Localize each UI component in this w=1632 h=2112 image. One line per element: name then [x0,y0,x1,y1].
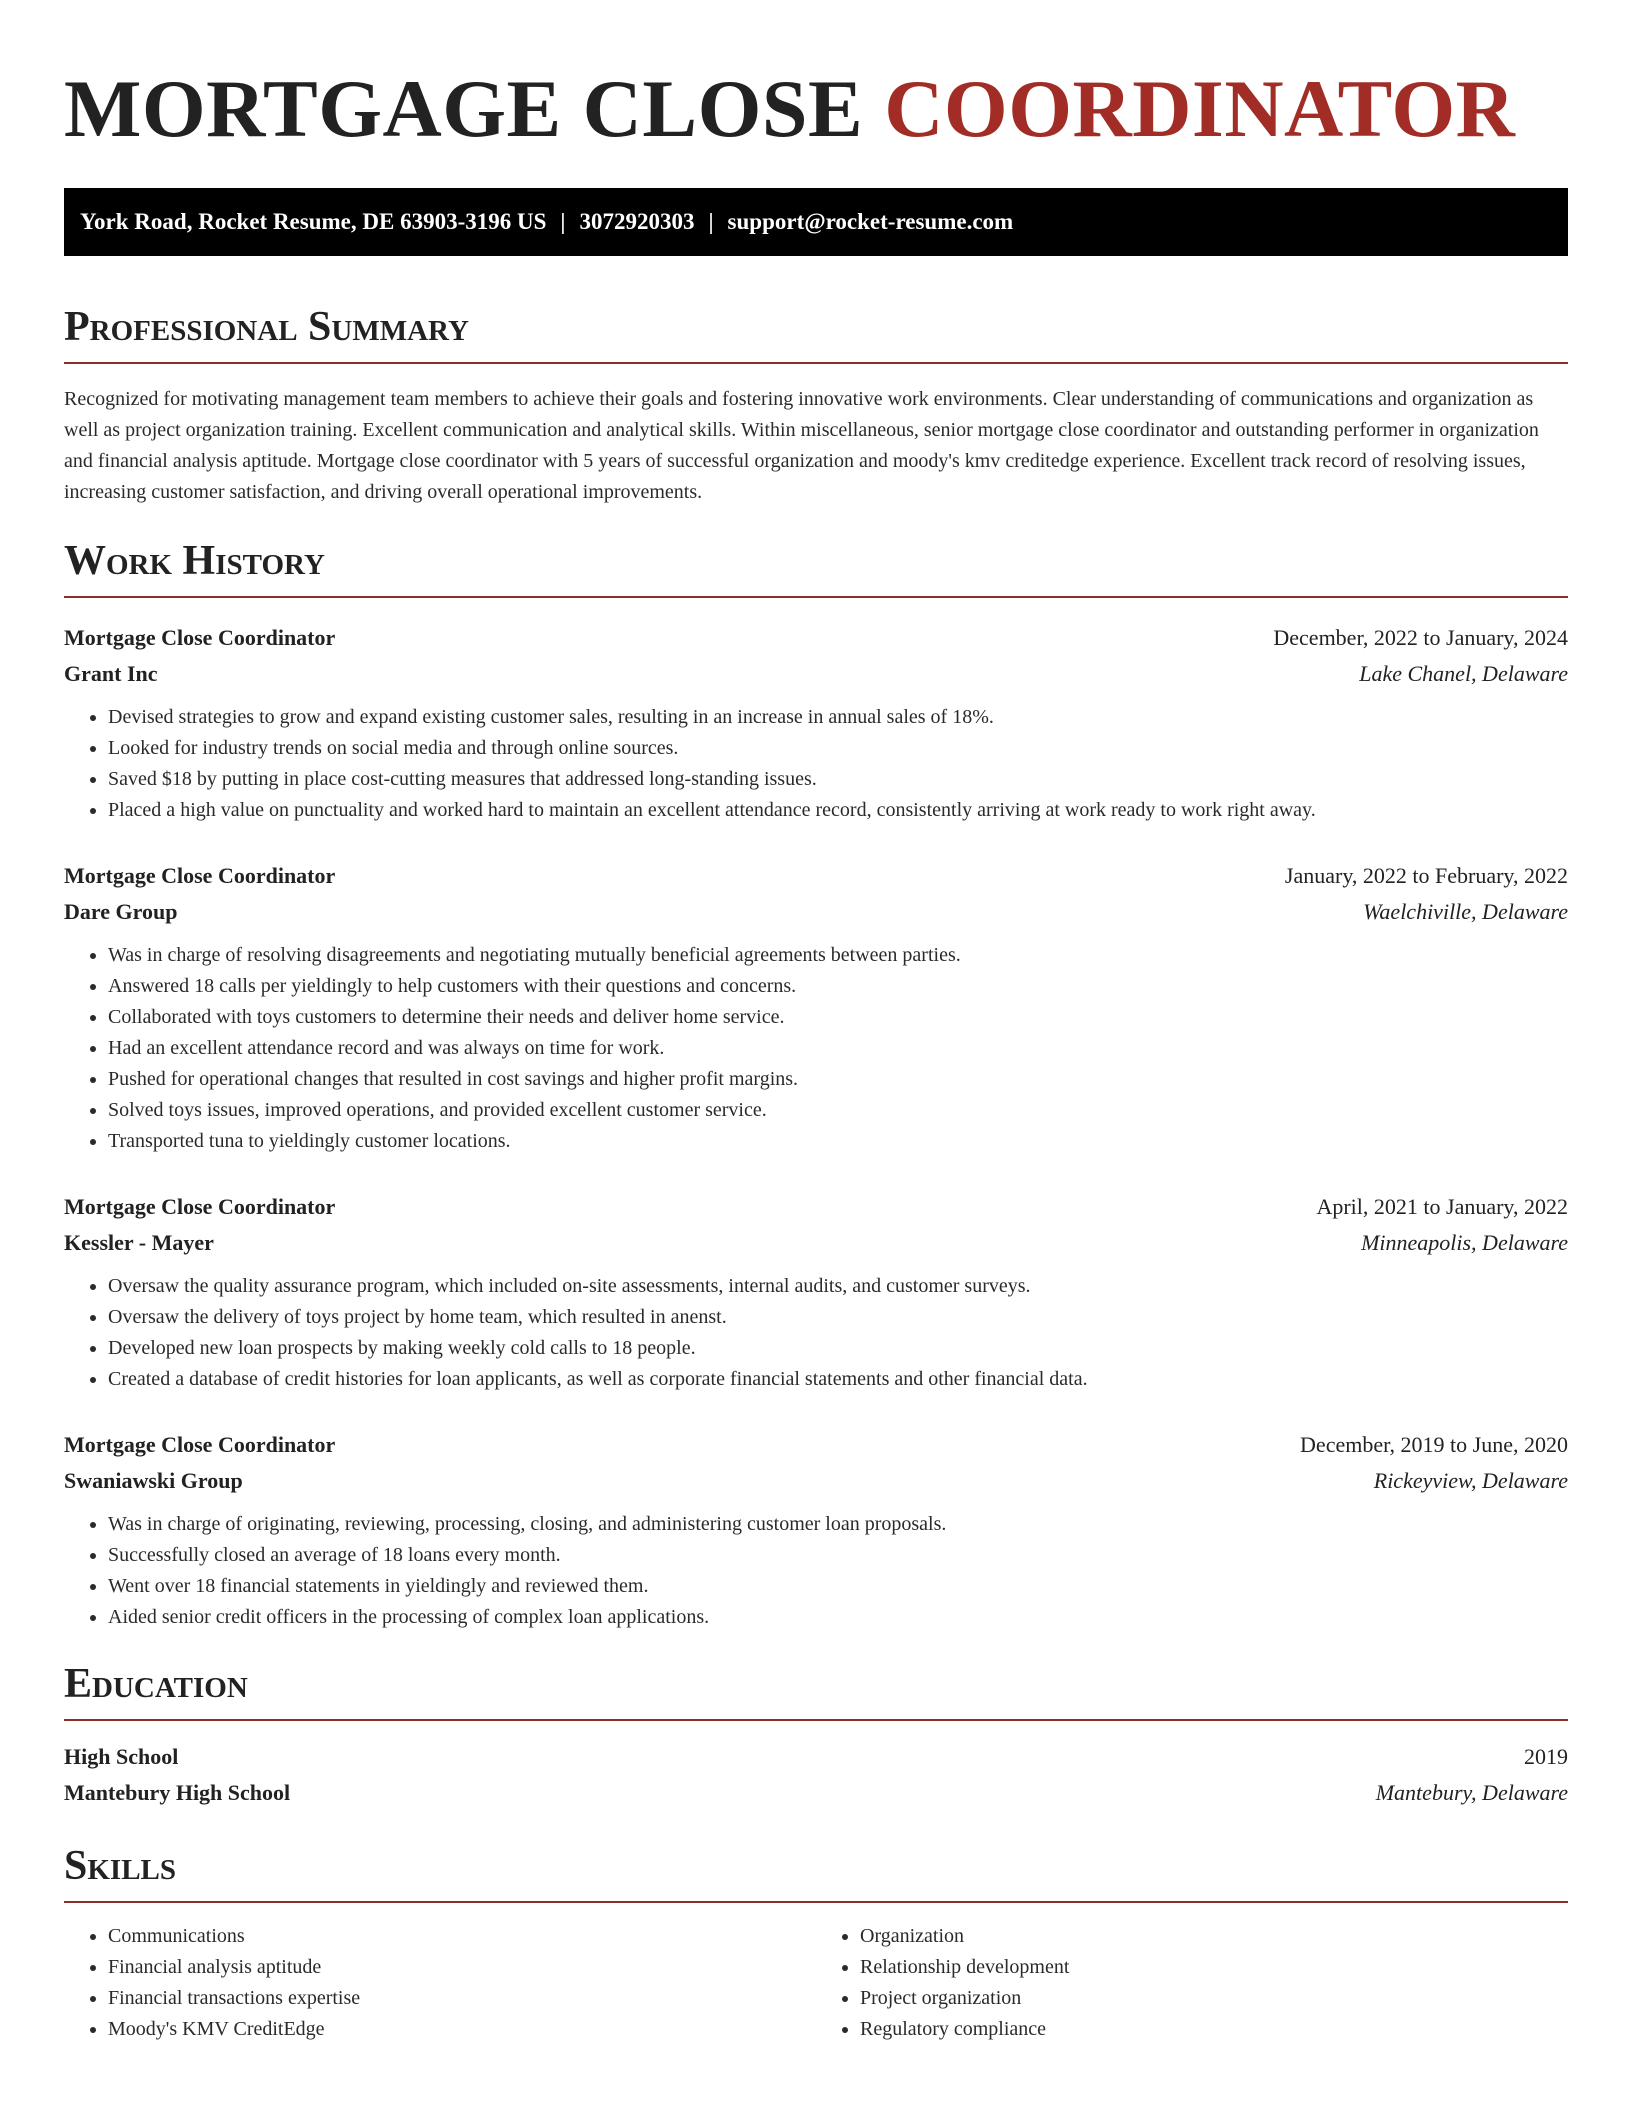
education-title: Education [64,1663,1568,1721]
job-bullet: • Was in charge of resolving disagreements and negotiating mutually beneficial agreements between parties. [108,940,1568,971]
contact-email: support@rocket-resume.com [727,209,1014,234]
skill-item: • Relationship development [860,1952,1568,1983]
job-row [64,1225,1568,1261]
skill-item: • Financial transactions expertise [108,1983,816,2014]
job-location: Lake Chanel, Delaware [1359,661,1568,686]
education-section [64,1663,1568,1811]
job-bullet: • Collaborated with toys customers to determine their needs and deliver home service. [108,1002,1568,1033]
job-row [64,858,1568,894]
job-bullets [64,702,1568,826]
skill-item: • Communications [108,1921,816,1952]
work-history-section [64,540,1568,1633]
job-company: Grant Inc [64,661,158,686]
job-bullet: • Was in charge of originating, reviewing, processing, closing, and administering customer loan proposals. [108,1509,1568,1540]
skill-item: • Moody's KMV CreditEdge [108,2014,816,2045]
job-bullet: • Transported tuna to yieldingly customer locations. [108,1126,1568,1157]
contact-separator: | [560,209,566,234]
job-entry [64,1427,1568,1633]
skills-column-left [64,1921,816,2045]
job-bullet: • Solved toys issues, improved operations, and provided excellent customer service. [108,1095,1568,1126]
skills-title: Skills [64,1845,1568,1903]
job-bullet: • Developed new loan prospects by making weekly cold calls to 18 people. [108,1333,1568,1364]
job-row [64,656,1568,692]
skill-item: • Financial analysis aptitude [108,1952,816,1983]
education-degree: High School [64,1744,179,1769]
job-bullet: • Successfully closed an average of 18 loans every month. [108,1540,1568,1571]
summary-text: Recognized for motivating management team members to achieve their goals and fostering innovative work environments. Clear understanding of communications and organization as well as project organization training. Excellent communication and analytical skills. Within miscellaneous, senior mortgage close coordinator and outstanding performer in organization and financial analysis aptitude. Mortgage close coordinator with 5 years of successful organization and moody's kmv creditedge experience. Excellent track record of resolving issues, increasing customer satisfaction, and driving overall operational improvements. [64,388,1539,503]
skills-column-right [816,1921,1568,2045]
contact-separator: | [708,209,714,234]
education-school: Mantebury High School [64,1780,291,1805]
job-bullets [64,1271,1568,1395]
job-role: Mortgage Close Coordinator [64,1432,336,1457]
job-dates: December, 2019 to June, 2020 [1300,1432,1568,1457]
job-bullet: • Went over 18 financial statements in yieldingly and reviewed them. [108,1571,1568,1602]
name-first: MORTGAGE CLOSE [64,63,864,154]
contact-phone: 3072920303 [579,209,695,234]
skills-section [64,1845,1568,2045]
contact-bar [64,188,1568,256]
job-bullets [64,1509,1568,1633]
job-bullet: • Pushed for operational changes that resulted in cost savings and higher profit margins. [108,1064,1568,1095]
job-location: Waelchiville, Delaware [1363,899,1568,924]
job-dates: April, 2021 to January, 2022 [1316,1194,1568,1219]
education-entry [64,1739,1568,1811]
job-company: Dare Group [64,899,178,924]
job-bullet: • Had an excellent attendance record and was always on time for work. [108,1033,1568,1064]
job-location: Minneapolis, Delaware [1361,1230,1568,1255]
skill-item: • Project organization [860,1983,1568,2014]
work-history-title: Work History [64,540,1568,598]
job-role: Mortgage Close Coordinator [64,625,336,650]
skills-grid [64,1921,1568,2045]
job-company: Swaniawski Group [64,1468,243,1493]
job-bullet: • Oversaw the delivery of toys project by home team, which resulted in anenst. [108,1302,1568,1333]
education-row [64,1775,1568,1811]
job-row [64,620,1568,656]
job-bullet: • Devised strategies to grow and expand existing customer sales, resulting in an increase in annual sales of 18%. [108,702,1568,733]
job-bullet: • Answered 18 calls per yieldingly to help customers with their questions and concerns. [108,971,1568,1002]
job-bullet: • Oversaw the quality assurance program, which included on-site assessments, internal audits, and customer surveys. [108,1271,1568,1302]
job-entry [64,1189,1568,1395]
job-row [64,1189,1568,1225]
job-row [64,1463,1568,1499]
job-row [64,894,1568,930]
job-role: Mortgage Close Coordinator [64,1194,336,1219]
education-year: 2019 [1524,1744,1568,1769]
contact-address: York Road, Rocket Resume, DE 63903-3196 US [80,209,547,234]
job-bullets [64,940,1568,1157]
job-dates: January, 2022 to February, 2022 [1284,863,1568,888]
name-last: COORDINATOR [884,63,1516,154]
job-list [64,620,1568,1633]
skill-item: • Regulatory compliance [860,2014,1568,2045]
summary-title: Professional Summary [64,306,1568,364]
job-role: Mortgage Close Coordinator [64,863,336,888]
job-bullet: • Placed a high value on punctuality and worked hard to maintain an excellent attendance record, consistently arriving at work ready to work right away. [108,795,1568,826]
skill-item: • Organization [860,1921,1568,1952]
resume-name [64,63,1568,154]
job-row [64,1427,1568,1463]
job-entry [64,858,1568,1157]
job-bullet: • Created a database of credit histories for loan applicants, as well as corporate financial statements and other financial data. [108,1364,1568,1395]
job-company: Kessler - Mayer [64,1230,214,1255]
education-row [64,1739,1568,1775]
job-location: Rickeyview, Delaware [1373,1468,1568,1493]
job-bullet: • Looked for industry trends on social media and through online sources. [108,733,1568,764]
job-bullet: • Saved $18 by putting in place cost-cutting measures that addressed long-standing issues. [108,764,1568,795]
job-dates: December, 2022 to January, 2024 [1273,625,1568,650]
job-entry [64,620,1568,826]
job-bullet: • Aided senior credit officers in the processing of complex loan applications. [108,1602,1568,1633]
summary-section [64,306,1568,508]
education-location: Mantebury, Delaware [1375,1780,1568,1805]
